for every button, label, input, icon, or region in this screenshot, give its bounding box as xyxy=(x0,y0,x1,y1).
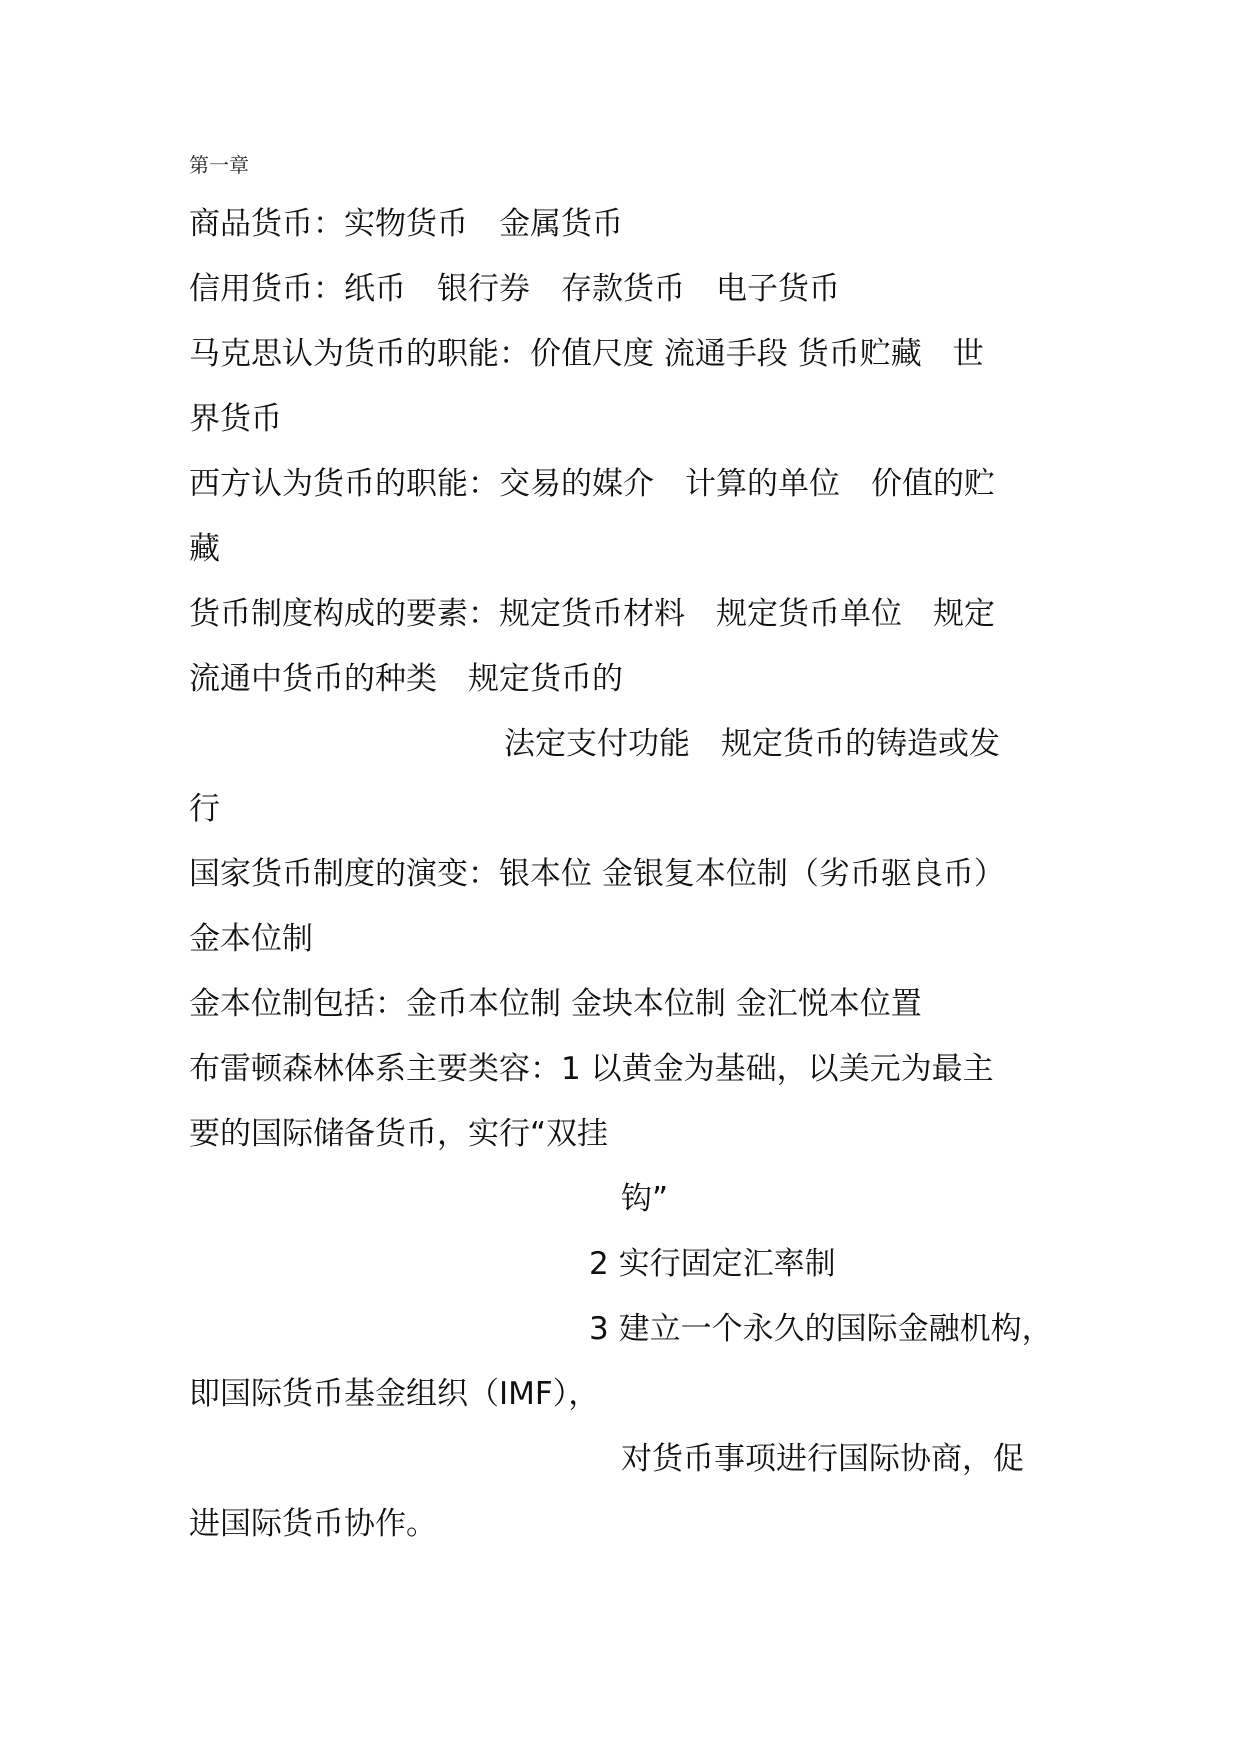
text-line: 藏 xyxy=(189,531,220,567)
text-line: 货币制度构成的要素：规定货币材料 规定货币单位 规定 xyxy=(189,596,995,632)
text-line: 布雷顿森林体系主要类容：1 以黄金为基础，以美元为最主 xyxy=(189,1051,994,1087)
text-line: 商品货币：实物货币 金属货币 xyxy=(189,206,623,242)
text-line-indented: 法定支付功能 规定货币的铸造或发 xyxy=(504,726,1000,762)
text-line-indented: 钩” xyxy=(621,1181,669,1217)
text-line: 进国际货币协作。 xyxy=(189,1506,437,1542)
text-line: 金本位制包括：金币本位制 金块本位制 金汇悦本位置 xyxy=(189,986,922,1022)
text-line-indented: 3 建立一个永久的国际金融机构， xyxy=(589,1311,1053,1347)
text-line: 流通中货币的种类 规定货币的 xyxy=(189,661,623,697)
text-line: 要的国际储备货币，实行“双挂 xyxy=(189,1116,609,1152)
text-line: 国家货币制度的演变：银本位 金银复本位制（劣币驱良币） xyxy=(189,856,1005,892)
text-line: 即国际货币基金组织（IMF）， xyxy=(189,1376,600,1412)
text-line-indented: 2 实行固定汇率制 xyxy=(589,1246,836,1282)
text-line: 金本位制 xyxy=(189,921,313,957)
text-line: 行 xyxy=(189,791,220,827)
document-body xyxy=(189,192,1069,1557)
text-line: 马克思认为货币的职能：价值尺度 流通手段 货币贮藏 世 xyxy=(189,336,984,372)
text-line-indented: 对货币事项进行国际协商，促 xyxy=(621,1441,1024,1477)
text-line: 界货币 xyxy=(189,401,282,437)
text-line: 信用货币：纸币 银行券 存款货币 电子货币 xyxy=(189,271,840,307)
text-line: 西方认为货币的职能：交易的媒介 计算的单位 价值的贮 xyxy=(189,466,995,502)
chapter-heading: 第一章 xyxy=(189,153,249,177)
